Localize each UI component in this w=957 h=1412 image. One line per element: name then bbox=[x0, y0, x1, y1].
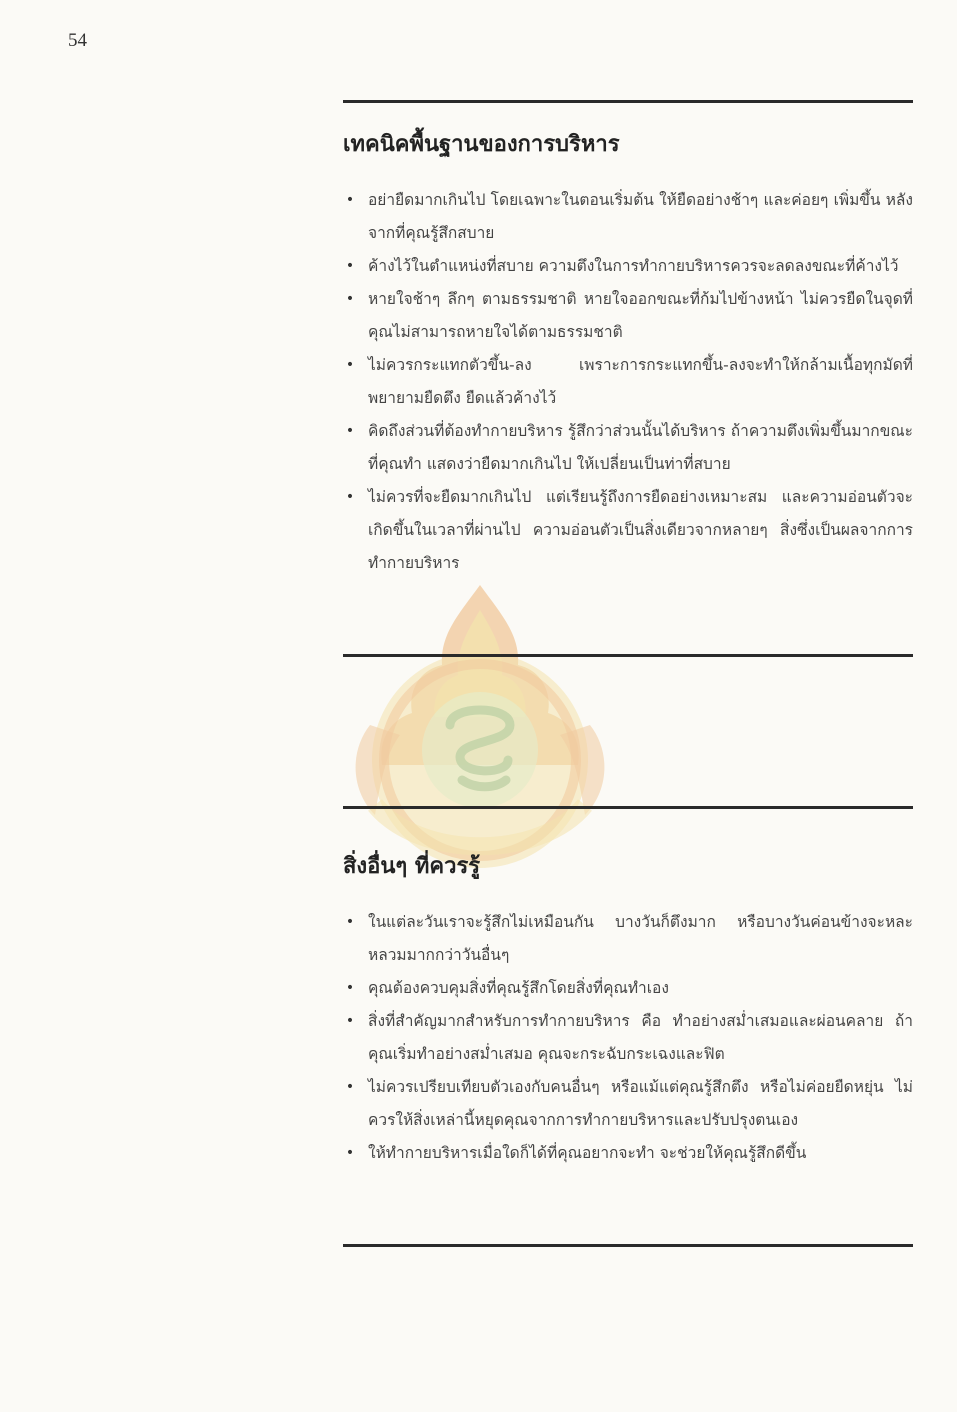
bullet-icon: • bbox=[345, 1013, 355, 1029]
bullet-icon: • bbox=[345, 489, 355, 505]
bullet-icon: • bbox=[345, 980, 355, 996]
list-item: • อย่ายืดมากเกินไป โดยเฉพาะในตอนเริ่มต้น ให้ยืดอย่างช้าๆ และค่อยๆ เพิ่มขึ้น หลังจากที่คุณรู้สึกสบาย bbox=[343, 184, 913, 250]
list-item: • หายใจช้าๆ ลึกๆ ตามธรรมชาติ หายใจออกขณะที่ก้มไปข้างหน้า ไม่ควรยืดในจุดที่คุณไม่สามารถหายใจได้ตามธรรมชาติ bbox=[343, 283, 913, 349]
list-item: • คุณต้องควบคุมสิ่งที่คุณรู้สึกโดยสิ่งที่คุณทำเอง bbox=[343, 972, 913, 1005]
section1-bottom-rule bbox=[343, 654, 913, 657]
list-item: • คิดถึงส่วนที่ต้องทำกายบริหาร รู้สึกว่าส่วนนั้นได้บริหาร ถ้าความตึงเพิ่มขึ้นมากขณะที่คุณทำ แสดงว่ายืดมากเกินไป ให้เปลี่ยนเป็นท่าที่สบาย bbox=[343, 415, 913, 481]
page-number: 54 bbox=[68, 30, 87, 51]
list-item: • ในแต่ละวันเราจะรู้สึกไม่เหมือนกัน บางวันก็ตึงมาก หรือบางวันค่อนข้างจะหละหลวมมากกว่าวันอื่นๆ bbox=[343, 906, 913, 972]
bullet-icon: • bbox=[345, 1145, 355, 1161]
list-item: • ให้ทำกายบริหารเมื่อใดก็ได้ที่คุณอยากจะทำ จะช่วยให้คุณรู้สึกดีขึ้น bbox=[343, 1137, 913, 1170]
section2-top-rule bbox=[343, 806, 913, 809]
obec-emblem-watermark bbox=[330, 575, 630, 875]
bullet-icon: • bbox=[345, 192, 355, 208]
bullet-icon: • bbox=[345, 291, 355, 307]
bullet-icon: • bbox=[345, 1079, 355, 1095]
section-title-other-things: สิ่งอื่นๆ ที่ควรรู้ bbox=[343, 854, 481, 879]
other-things-list bbox=[343, 906, 913, 1170]
top-rule bbox=[343, 100, 913, 103]
list-item: • ค้างไว้ในตำแหน่งที่สบาย ความตึงในการทำกายบริหารควรจะลดลงขณะที่ค้างไว้ bbox=[343, 250, 913, 283]
list-item: • ไม่ควรเปรียบเทียบตัวเองกับคนอื่นๆ หรือแม้แต่คุณรู้สึกตึง หรือไม่ค่อยยืดหยุ่น ไม่ควรให้สิ่งเหล่านี้หยุดคุณจากการทำกายบริหารและปรับปรุงตนเอง bbox=[343, 1071, 913, 1137]
bullet-icon: • bbox=[345, 423, 355, 439]
bullet-icon: • bbox=[345, 258, 355, 274]
bullet-icon: • bbox=[345, 914, 355, 930]
list-item: • ไม่ควรที่จะยืดมากเกินไป แต่เรียนรู้ถึงการยืดอย่างเหมาะสม และความอ่อนตัวจะเกิดขึ้นในเวลาที่ผ่านไป ความอ่อนตัวเป็นสิ่งเดียวจากหลายๆ สิ่งซึ่งเป็นผลจากการทำกายบริหาร bbox=[343, 481, 913, 580]
bullet-icon: • bbox=[345, 357, 355, 373]
list-item: • ไม่ควรกระแทกตัวขึ้น-ลง เพราะการกระแทกขึ้น-ลงจะทำให้กล้ามเนื้อทุกมัดที่พยายามยืดตึง ยืดแล้วค้างไว้ bbox=[343, 349, 913, 415]
section-title-basic-techniques: เทคนิคพื้นฐานของการบริหาร bbox=[343, 132, 620, 157]
list-item: • สิ่งที่สำคัญมากสำหรับการทำกายบริหาร คือ ทำอย่างสม่ำเสมอและผ่อนคลาย ถ้าคุณเริ่มทำอย่างสม่ำเสมอ คุณจะกระฉับกระเฉงและฟิต bbox=[343, 1005, 913, 1071]
basic-techniques-list bbox=[343, 184, 913, 580]
section2-bottom-rule bbox=[343, 1244, 913, 1247]
